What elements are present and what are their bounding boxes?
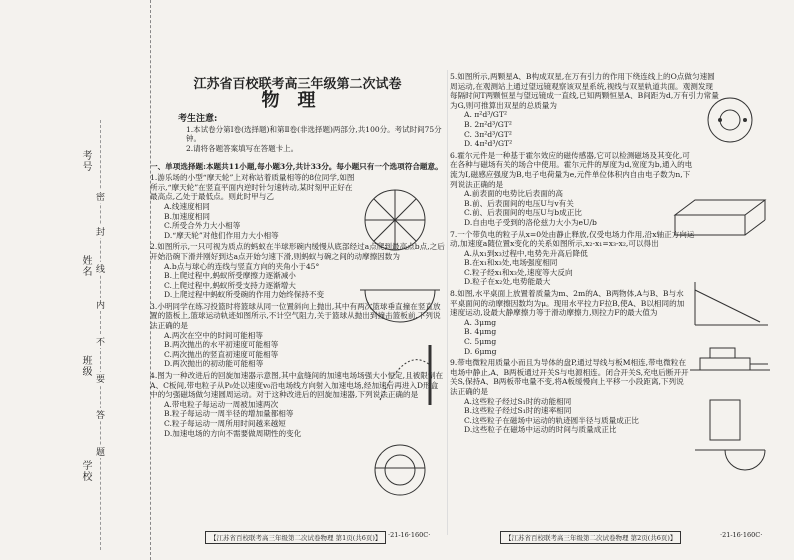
binary-star-figure	[690, 90, 770, 150]
option: A.前表面的电势比后表面的高	[464, 189, 564, 199]
question-9: 9.带电微粒用质量小而且为导体的盘P,通过导线与板M相连,带电微粒在电场中静止,A、B两板通过开关S与电源相连。闭合开关S,充电后断开开关S,保持A、B两板带电量不变,将A板缓慢向上平移一小段距离,下列说法正确的是	[450, 358, 689, 396]
option: C.粒子每运动一周所用时间越来越短	[164, 419, 286, 428]
seal-char: 内	[94, 300, 104, 309]
footer-right: 【江苏省百校联考高三年级第二次试卷物理 第2页(共6页)】	[500, 531, 681, 544]
option: B. 2π²d³/GT²	[464, 119, 512, 129]
exam-number-label: 考号	[80, 150, 91, 172]
notice-item: 1.本试卷分第Ⅰ卷(选择题)和第Ⅱ卷(非选择题)两部分,共100分。考试时间75分钟。	[186, 124, 442, 144]
name-label: 姓名	[80, 255, 91, 277]
exam-title: 江苏省百校联考高三年级第二次试卷	[193, 77, 402, 92]
cyclotron-figure	[365, 440, 435, 500]
seal-char: 线	[94, 264, 104, 273]
option: C.两次抛出的竖直初速度可能相等	[164, 349, 279, 359]
option: A.从x₁到x₃过程中,电势先升高后降低	[464, 248, 588, 258]
question-8: 8.如图,水平桌面上放置着质量为m、2m的A、B两物体,A与B、B与水平桌面间的动摩擦因数均为μ。现用水平拉力F拉B,使A、B以相同的加速度运动,设最大静摩擦力等于滑动摩擦力,则拉力F的最大值为	[450, 289, 685, 318]
option: C. 5μmg	[464, 337, 497, 347]
option: B.这些粒子经过S₁时的速率相同	[464, 406, 572, 416]
basketball-figure	[375, 345, 435, 405]
footer-left-code: ·21-16·160C·	[388, 531, 431, 539]
school-label: 学校	[80, 460, 91, 482]
option: C.这些粒子在磁场中运动的轨迹圆半径与质量成正比	[464, 415, 640, 425]
option: A.b点与球心的连线与竖直方向的夹角小于45°	[164, 261, 320, 271]
page-divider	[447, 70, 448, 535]
option: C.所受合外力大小相等	[164, 221, 241, 231]
option: C. 3π²d³/GT²	[464, 129, 512, 139]
hall-element-figure	[655, 195, 775, 250]
question-3: 3.小明同学在练习投篮时将篮球从同一位置斜向上抛出,其中有两次篮球垂直撞在竖直放置的篮板上,篮球运动轨迹如图所示,不计空气阻力,关于篮球从抛出到撞击篮板前,下列说法正确的是	[150, 301, 441, 331]
seal-char: 封	[94, 227, 104, 236]
option: D.加速电场的方向不需要做周期性的变化	[164, 428, 302, 438]
option: B.粒子每运动一周半径的增加量都相等	[164, 409, 294, 419]
option: A. π²d³/GT²	[464, 110, 507, 120]
option: B. 4μmg	[464, 327, 497, 337]
question-2: 2.如图所示,一只可视为质点的蚂蚁在半球形碗内缓慢从底部经过a点爬到最高点b点,之后开始沿碗下滑并刚好到达a点开始匀速下滑,则蚂蚁与碗之间的动摩擦因数为	[150, 242, 445, 261]
question-4: 4.图为一种改进后的回旋加速器示意图,其中盒缝间的加速电场场强大小恒定,且被限制在A、C板间,带电粒子从P₀处以速度v₀沿电场线方向射入加速电场,经加速后再进入D形盒中的匀强磁场做匀速圆周运动。对于这种改进后的回旋加速器,下列说法正确的是	[150, 371, 444, 400]
option: D.自由电子受到的洛伦兹力大小为eU/b	[464, 217, 597, 227]
option: A.两次在空中的时间可能相等	[164, 330, 264, 340]
notice-item: 2.请将各题答案填写在答题卡上。	[186, 143, 299, 153]
bowl-figure	[360, 285, 440, 325]
ferris-wheel-figure	[355, 180, 435, 260]
option: B.前、后表面间的电压U与v有关	[464, 198, 574, 208]
seal-margin	[0, 0, 151, 560]
seal-char: 要	[94, 374, 104, 383]
option: D.上爬过程中蚂蚁所受碗的作用力始终保持不变	[164, 290, 325, 300]
option: B.两次抛出的水平初速度可能相等	[164, 340, 279, 350]
option: C.前、后表面间的电压U与b成正比	[464, 208, 582, 218]
seal-char: 题	[94, 447, 104, 456]
question-1: 1.游乐场的小型“摩天轮”上对称站着质量相等的8位同学,如图所示,“摩天轮”在竖直平面内逆时针匀速转动,某时刻甲正好在最高点,乙处于最低点。则此时甲与乙	[150, 173, 355, 202]
option: D. 4π²d³/GT²	[464, 139, 513, 149]
option: A.这些粒子经过S₁时的动能相同	[464, 396, 572, 406]
option: D.两次抛出的初动能可能相等	[164, 359, 264, 369]
option: B.上爬过程中,蚂蚁所受摩擦力逐渐减小	[164, 271, 296, 281]
mass-spectrometer-figure	[690, 395, 770, 505]
option: A.带电粒子每运动一周被加速两次	[164, 399, 279, 409]
acceleration-graph-figure	[690, 280, 770, 330]
question-5: 5.如图所示,两颗星A、B构成双星,在万有引力的作用下绕连线上的O点做匀速圆周运动,在观测站上通过望远镜观察该双星系统,视线与双星轨道共面。观测发现每隔时间T两颗恒星与望远镜成一直线,已知两颗恒星A、B间距为d,万有引力常量为G,则可推算出双星的总质量为	[450, 72, 719, 110]
notice-heading: 考生注意:	[178, 114, 218, 125]
footer-right-code: ·21-16·160C·	[720, 531, 763, 539]
subject-title: 物理	[261, 89, 334, 111]
option: B.加速度相同	[164, 211, 210, 221]
question-6: 6.霍尔元件是一种基于霍尔效应的磁传感器,它可以检测磁场及其变化,可在各种与磁场有关的场合中使用。霍尔元件的厚度为d,宽度为b,通入的电流为I,磁感应强度为B,电子电荷量为e,元件单位体积内自由电子数为n,下列说法正确的是	[450, 150, 693, 189]
option: D.“摩天轮”对他们作用力大小相等	[164, 230, 279, 240]
option: A.线速度相同	[164, 201, 210, 211]
blocks-figure	[690, 340, 770, 380]
footer-left: 【江苏省百校联考高三年级第二次试卷物理 第1页(共6页)】	[205, 531, 386, 544]
option: D.粒子在x₂处,电势能最大	[464, 277, 551, 287]
seal-char: 密	[94, 192, 104, 201]
option: A. 3μmg	[464, 317, 497, 327]
option: D.这些粒子在磁场中运动的时间与质量成正比	[464, 425, 617, 435]
class-label: 班级	[80, 355, 91, 377]
seal-char: 答	[94, 410, 104, 419]
option: B.在x₁和x₃处,电场强度相同	[464, 258, 558, 268]
seal-char: 不	[94, 337, 104, 346]
question-7: 7.一个带负电的粒子从x=0处由静止释放,仅受电场力作用,沿x轴正方向运动,加速度a随位置x变化的关系如图所示,x₂-x₁=x₃-x₂,可以得出	[450, 229, 695, 249]
option: D. 6μmg	[464, 346, 497, 356]
option: C.粒子经x₁和x₃处,速度等大反向	[464, 267, 573, 277]
section-heading: 一、单项选择题:本题共11小题,每小题3分,共计33分。每小题只有一个选项符合题意。	[150, 161, 443, 171]
option: C.上爬过程中,蚂蚁所受支持力逐渐增大	[164, 280, 296, 290]
